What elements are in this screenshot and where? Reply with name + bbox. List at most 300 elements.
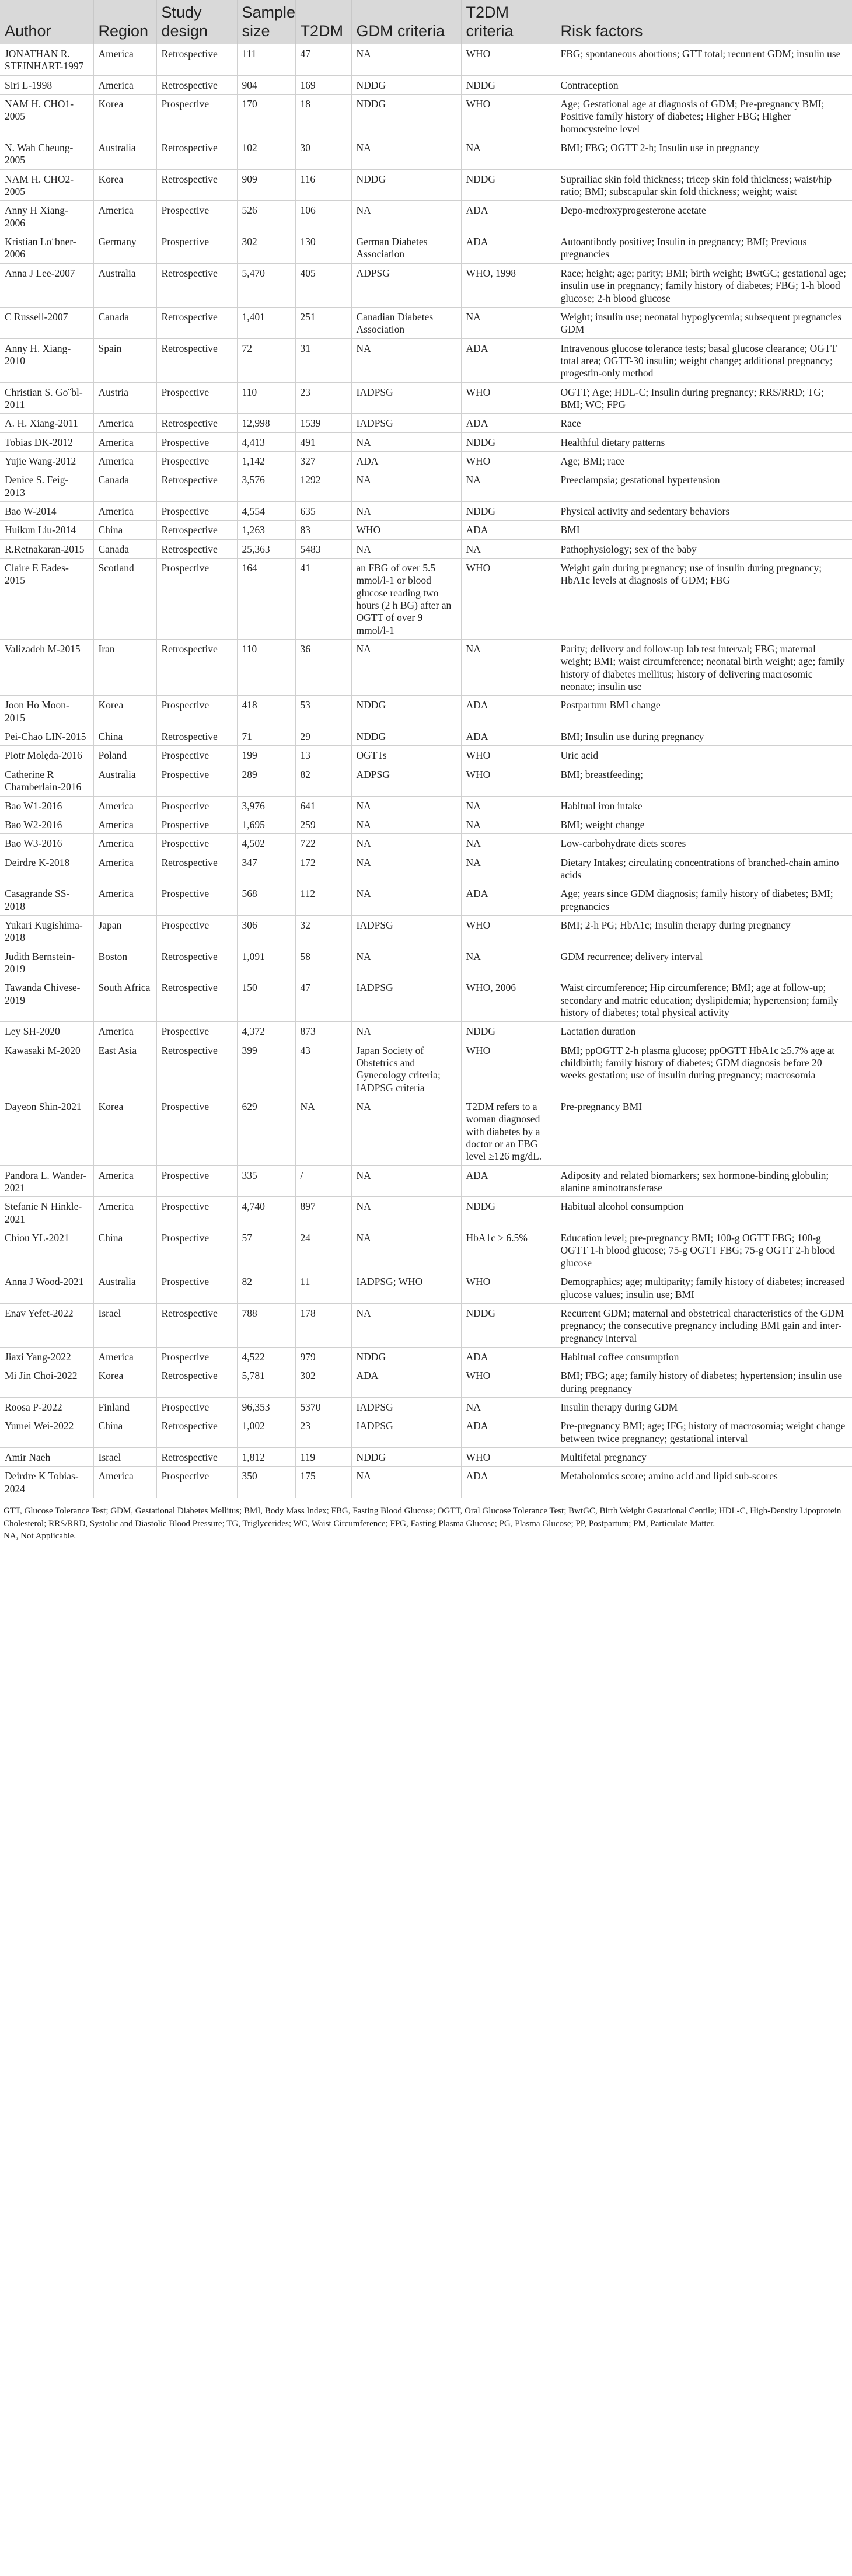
cell-region: East Asia: [93, 1041, 156, 1097]
cell-author: Casagrande SS-2018: [0, 884, 93, 916]
cell-risk-factors: Suprailiac skin fold thickness; tricep skin fold thickness; waist/hip ratio; BMI; subscapular skin fold thickness; weight; waist: [556, 169, 852, 201]
cell-region: America: [93, 44, 156, 75]
cell-region: Israel: [93, 1447, 156, 1466]
cell-region: Austria: [93, 382, 156, 414]
cell-sample-size: 4,740: [237, 1197, 295, 1228]
cell-gdm-criteria: IADPSG; WHO: [351, 1272, 461, 1304]
cell-t2dm: 873: [295, 1022, 351, 1041]
table-row: [0, 44, 852, 75]
cell-t2dm-criteria: NA: [461, 815, 556, 833]
cell-risk-factors: Recurrent GDM; maternal and obstetrical characteristics of the GDM pregnancy; the consecutive pregnancy including BMI gain and inter-pregnancy interval: [556, 1303, 852, 1347]
cell-sample-size: 96,353: [237, 1397, 295, 1416]
cell-t2dm-criteria: NA: [461, 307, 556, 338]
cell-region: America: [93, 815, 156, 833]
header-risk-factors: Risk factors: [556, 0, 852, 44]
cell-risk-factors: Low-carbohydrate diets scores: [556, 834, 852, 853]
cell-risk-factors: Habitual alcohol consumption: [556, 1197, 852, 1228]
cell-sample-size: 12,998: [237, 414, 295, 432]
cell-t2dm-criteria: ADA: [461, 884, 556, 916]
cell-t2dm-criteria: ADA: [461, 1416, 556, 1448]
cell-risk-factors: Postpartum BMI change: [556, 696, 852, 727]
cell-t2dm-criteria: NA: [461, 1397, 556, 1416]
cell-study-design: Prospective: [156, 1165, 237, 1197]
cell-sample-size: 335: [237, 1165, 295, 1197]
cell-study-design: Retrospective: [156, 539, 237, 558]
cell-t2dm-criteria: NA: [461, 796, 556, 815]
cell-author: N. Wah Cheung-2005: [0, 138, 93, 170]
cell-t2dm-criteria: ADA: [461, 696, 556, 727]
cell-t2dm: 13: [295, 746, 351, 765]
cell-t2dm: /: [295, 1165, 351, 1197]
cell-t2dm: 47: [295, 978, 351, 1022]
cell-risk-factors: BMI; weight change: [556, 815, 852, 833]
cell-region: America: [93, 201, 156, 232]
cell-study-design: Retrospective: [156, 1416, 237, 1448]
cell-region: America: [93, 853, 156, 884]
cell-gdm-criteria: NA: [351, 815, 461, 833]
cell-t2dm: 116: [295, 169, 351, 201]
cell-risk-factors: Education level; pre-pregnancy BMI; 100-g OGTT FBG; 100-g OGTT 1-h blood glucose; 75-g OGTT FBG; 75-g OGTT 2-h blood glucose: [556, 1228, 852, 1272]
cell-sample-size: 71: [237, 727, 295, 746]
cell-sample-size: 1,812: [237, 1447, 295, 1466]
table-body: [0, 44, 852, 1498]
cell-region: America: [93, 1022, 156, 1041]
cell-t2dm: 58: [295, 947, 351, 978]
cell-region: Scotland: [93, 559, 156, 640]
cell-sample-size: 289: [237, 765, 295, 796]
cell-risk-factors: FBG; spontaneous abortions; GTT total; recurrent GDM; insulin use: [556, 44, 852, 75]
cell-region: Australia: [93, 1272, 156, 1304]
cell-author: Dayeon Shin-2021: [0, 1097, 93, 1166]
table-row: [0, 1041, 852, 1097]
cell-author: Christian S. Go¨bl-2011: [0, 382, 93, 414]
cell-study-design: Retrospective: [156, 947, 237, 978]
cell-risk-factors: Dietary Intakes; circulating concentrations of branched-chain amino acids: [556, 853, 852, 884]
cell-risk-factors: Habitual coffee consumption: [556, 1347, 852, 1366]
cell-author: A. H. Xiang-2011: [0, 414, 93, 432]
cell-author: Huikun Liu-2014: [0, 521, 93, 539]
cell-t2dm: 36: [295, 640, 351, 696]
cell-region: Korea: [93, 95, 156, 138]
cell-gdm-criteria: ADPSG: [351, 765, 461, 796]
cell-gdm-criteria: NA: [351, 1197, 461, 1228]
cell-t2dm-criteria: NDDG: [461, 169, 556, 201]
cell-sample-size: 4,413: [237, 432, 295, 451]
cell-risk-factors: Parity; delivery and follow-up lab test interval; FBG; maternal weight; BMI; waist circumference; neonatal birth weight; age; family history of diabetes mellitus; history of delivering macrosomic neonate; insulin use: [556, 640, 852, 696]
cell-t2dm: 119: [295, 1447, 351, 1466]
cell-t2dm-criteria: NDDG: [461, 75, 556, 94]
table-row: [0, 382, 852, 414]
cell-sample-size: 526: [237, 201, 295, 232]
cell-risk-factors: Pathophysiology; sex of the baby: [556, 539, 852, 558]
cell-gdm-criteria: NA: [351, 539, 461, 558]
cell-study-design: Prospective: [156, 1272, 237, 1304]
cell-study-design: Prospective: [156, 1097, 237, 1166]
cell-t2dm: 302: [295, 1366, 351, 1398]
table-row: [0, 1272, 852, 1304]
cell-risk-factors: BMI: [556, 521, 852, 539]
table-row: [0, 765, 852, 796]
cell-gdm-criteria: IADPSG: [351, 382, 461, 414]
cell-t2dm: 23: [295, 382, 351, 414]
table-row: [0, 1097, 852, 1166]
cell-sample-size: 1,142: [237, 451, 295, 470]
cell-author: Chiou YL-2021: [0, 1228, 93, 1272]
table-row: [0, 338, 852, 382]
cell-t2dm: 41: [295, 559, 351, 640]
cell-region: China: [93, 1228, 156, 1272]
cell-author: Jiaxi Yang-2022: [0, 1347, 93, 1366]
cell-study-design: Retrospective: [156, 338, 237, 382]
cell-risk-factors: Age; years since GDM diagnosis; family history of diabetes; BMI; pregnancies: [556, 884, 852, 916]
table-row: [0, 521, 852, 539]
header-gdm-criteria: GDM criteria: [351, 0, 461, 44]
cell-gdm-criteria: IADPSG: [351, 1397, 461, 1416]
cell-gdm-criteria: ADA: [351, 451, 461, 470]
cell-t2dm-criteria: WHO: [461, 765, 556, 796]
cell-gdm-criteria: NDDG: [351, 696, 461, 727]
cell-t2dm: 53: [295, 696, 351, 727]
cell-region: Germany: [93, 232, 156, 264]
cell-author: Enav Yefet-2022: [0, 1303, 93, 1347]
cell-t2dm: 178: [295, 1303, 351, 1347]
cell-sample-size: 5,470: [237, 263, 295, 307]
table-row: [0, 1366, 852, 1398]
cell-t2dm: 130: [295, 232, 351, 264]
table-header-row: [0, 0, 852, 44]
cell-study-design: Retrospective: [156, 44, 237, 75]
cell-study-design: Retrospective: [156, 978, 237, 1022]
cell-t2dm: 491: [295, 432, 351, 451]
cell-t2dm-criteria: WHO: [461, 915, 556, 947]
cell-sample-size: 302: [237, 232, 295, 264]
cell-region: Finland: [93, 1397, 156, 1416]
cell-t2dm-criteria: ADA: [461, 338, 556, 382]
cell-gdm-criteria: IADPSG: [351, 978, 461, 1022]
header-author: Author: [0, 0, 93, 44]
cell-study-design: Prospective: [156, 696, 237, 727]
cell-gdm-criteria: ADA: [351, 1366, 461, 1398]
cell-t2dm: 18: [295, 95, 351, 138]
cell-gdm-criteria: NA: [351, 1303, 461, 1347]
cell-gdm-criteria: NDDG: [351, 169, 461, 201]
cell-t2dm-criteria: NA: [461, 853, 556, 884]
table-row: [0, 915, 852, 947]
cell-study-design: Retrospective: [156, 640, 237, 696]
table-row: [0, 201, 852, 232]
cell-gdm-criteria: WHO: [351, 521, 461, 539]
cell-t2dm: 82: [295, 765, 351, 796]
cell-author: Deirdre K Tobias-2024: [0, 1467, 93, 1498]
header-sample-size: Sample size: [237, 0, 295, 44]
cell-study-design: Prospective: [156, 1022, 237, 1041]
cell-gdm-criteria: ADPSG: [351, 263, 461, 307]
cell-gdm-criteria: Canadian Diabetes Association: [351, 307, 461, 338]
cell-gdm-criteria: IADPSG: [351, 915, 461, 947]
cell-region: Japan: [93, 915, 156, 947]
cell-t2dm-criteria: NDDG: [461, 1197, 556, 1228]
cell-gdm-criteria: OGTTs: [351, 746, 461, 765]
cell-risk-factors: OGTT; Age; HDL-C; Insulin during pregnancy; RRS/RRD; TG; BMI; WC; FPG: [556, 382, 852, 414]
cell-author: Bao W2-2016: [0, 815, 93, 833]
cell-author: Denice S. Feig-2013: [0, 470, 93, 502]
cell-region: Canada: [93, 470, 156, 502]
table-footnotes: [0, 1498, 852, 1543]
cell-gdm-criteria: NA: [351, 1228, 461, 1272]
cell-risk-factors: Physical activity and sedentary behaviors: [556, 501, 852, 520]
cell-sample-size: 72: [237, 338, 295, 382]
cell-t2dm: 1292: [295, 470, 351, 502]
cell-t2dm: 251: [295, 307, 351, 338]
cell-study-design: Prospective: [156, 815, 237, 833]
cell-author: NAM H. CHO2-2005: [0, 169, 93, 201]
cell-t2dm: 1539: [295, 414, 351, 432]
cell-region: China: [93, 1416, 156, 1448]
cell-risk-factors: Lactation duration: [556, 1022, 852, 1041]
cell-risk-factors: Metabolomics score; amino acid and lipid sub-scores: [556, 1467, 852, 1498]
table-row: [0, 1447, 852, 1466]
cell-t2dm-criteria: NA: [461, 834, 556, 853]
table-row: [0, 796, 852, 815]
cell-author: Anny H Xiang-2006: [0, 201, 93, 232]
cell-sample-size: 4,502: [237, 834, 295, 853]
table-row: [0, 451, 852, 470]
cell-region: Israel: [93, 1303, 156, 1347]
cell-risk-factors: Race: [556, 414, 852, 432]
cell-author: Judith Bernstein-2019: [0, 947, 93, 978]
cell-sample-size: 111: [237, 44, 295, 75]
cell-sample-size: 57: [237, 1228, 295, 1272]
cell-author: Bao W1-2016: [0, 796, 93, 815]
cell-study-design: Prospective: [156, 746, 237, 765]
cell-t2dm: 327: [295, 451, 351, 470]
table-row: [0, 263, 852, 307]
cell-t2dm-criteria: ADA: [461, 1165, 556, 1197]
cell-t2dm-criteria: NDDG: [461, 1022, 556, 1041]
cell-study-design: Prospective: [156, 432, 237, 451]
cell-sample-size: 25,363: [237, 539, 295, 558]
table-row: [0, 1416, 852, 1448]
cell-author: Catherine R Chamberlain-2016: [0, 765, 93, 796]
cell-study-design: Prospective: [156, 765, 237, 796]
cell-gdm-criteria: NA: [351, 201, 461, 232]
cell-study-design: Retrospective: [156, 1447, 237, 1466]
cell-study-design: Retrospective: [156, 414, 237, 432]
cell-t2dm: 722: [295, 834, 351, 853]
cell-risk-factors: Demographics; age; multiparity; family history of diabetes; increased glucose values; insulin use; BMI: [556, 1272, 852, 1304]
cell-study-design: Prospective: [156, 1347, 237, 1366]
cell-region: Australia: [93, 263, 156, 307]
table-row: [0, 727, 852, 746]
cell-region: China: [93, 727, 156, 746]
cell-study-design: Prospective: [156, 382, 237, 414]
cell-sample-size: 1,401: [237, 307, 295, 338]
cell-author: Pandora L. Wander-2021: [0, 1165, 93, 1197]
cell-region: Canada: [93, 307, 156, 338]
cell-t2dm-criteria: ADA: [461, 521, 556, 539]
cell-study-design: Retrospective: [156, 307, 237, 338]
cell-author: Anna J Wood-2021: [0, 1272, 93, 1304]
header-t2dm: T2DM: [295, 0, 351, 44]
table-row: [0, 1397, 852, 1416]
cell-sample-size: 904: [237, 75, 295, 94]
cell-sample-size: 3,976: [237, 796, 295, 815]
cell-t2dm-criteria: ADA: [461, 1467, 556, 1498]
cell-gdm-criteria: NDDG: [351, 1447, 461, 1466]
cell-t2dm-criteria: WHO: [461, 1366, 556, 1398]
cell-t2dm: 641: [295, 796, 351, 815]
cell-region: America: [93, 884, 156, 916]
cell-sample-size: 4,522: [237, 1347, 295, 1366]
cell-region: America: [93, 796, 156, 815]
cell-author: Deirdre K-2018: [0, 853, 93, 884]
cell-risk-factors: Waist circumference; Hip circumference; BMI; age at follow-up; secondary and matric education; dyslipidemia; hypertension; family history of diabetes; total physical activity: [556, 978, 852, 1022]
cell-risk-factors: Insulin therapy during GDM: [556, 1397, 852, 1416]
cell-risk-factors: Preeclampsia; gestational hypertension: [556, 470, 852, 502]
cell-t2dm-criteria: NDDG: [461, 432, 556, 451]
cell-gdm-criteria: NA: [351, 338, 461, 382]
cell-sample-size: 150: [237, 978, 295, 1022]
cell-study-design: Prospective: [156, 201, 237, 232]
cell-t2dm: 259: [295, 815, 351, 833]
cell-region: America: [93, 451, 156, 470]
cell-author: JONATHAN R. STEINHART-1997: [0, 44, 93, 75]
cell-t2dm-criteria: NA: [461, 640, 556, 696]
cell-t2dm: 31: [295, 338, 351, 382]
cell-author: Joon Ho Moon-2015: [0, 696, 93, 727]
table-row: [0, 232, 852, 264]
cell-t2dm: 175: [295, 1467, 351, 1498]
cell-region: Korea: [93, 1097, 156, 1166]
cell-author: Valizadeh M-2015: [0, 640, 93, 696]
cell-study-design: Prospective: [156, 1397, 237, 1416]
cell-gdm-criteria: NDDG: [351, 727, 461, 746]
cell-study-design: Retrospective: [156, 470, 237, 502]
cell-study-design: Prospective: [156, 915, 237, 947]
cell-risk-factors: Adiposity and related biomarkers; sex hormone-binding globulin; alanine aminotransferase: [556, 1165, 852, 1197]
table-row: [0, 1197, 852, 1228]
cell-t2dm: 172: [295, 853, 351, 884]
cell-t2dm: 897: [295, 1197, 351, 1228]
cell-region: Australia: [93, 765, 156, 796]
cell-sample-size: 164: [237, 559, 295, 640]
cell-region: America: [93, 834, 156, 853]
cell-author: Kawasaki M-2020: [0, 1041, 93, 1097]
cell-t2dm-criteria: NDDG: [461, 501, 556, 520]
cell-sample-size: 3,576: [237, 470, 295, 502]
cell-gdm-criteria: NA: [351, 853, 461, 884]
cell-region: America: [93, 501, 156, 520]
table-row: [0, 1022, 852, 1041]
cell-sample-size: 629: [237, 1097, 295, 1166]
table-row: [0, 307, 852, 338]
cell-study-design: Prospective: [156, 451, 237, 470]
table-row: [0, 884, 852, 916]
cell-gdm-criteria: NA: [351, 1022, 461, 1041]
table-row: [0, 414, 852, 432]
cell-region: Korea: [93, 696, 156, 727]
cell-region: Korea: [93, 169, 156, 201]
cell-t2dm-criteria: WHO: [461, 95, 556, 138]
cell-risk-factors: Healthful dietary patterns: [556, 432, 852, 451]
cell-t2dm: 635: [295, 501, 351, 520]
cell-t2dm-criteria: T2DM refers to a woman diagnosed with diabetes by a doctor or an FBG level ≥126 mg/dL.: [461, 1097, 556, 1166]
cell-t2dm-criteria: NDDG: [461, 1303, 556, 1347]
cell-t2dm: 11: [295, 1272, 351, 1304]
table-row: [0, 95, 852, 138]
footnote-na: NA, Not Applicable.: [4, 1531, 76, 1541]
cell-study-design: Prospective: [156, 232, 237, 264]
cell-study-design: Retrospective: [156, 1366, 237, 1398]
table-row: [0, 978, 852, 1022]
cell-t2dm-criteria: WHO: [461, 451, 556, 470]
cell-gdm-criteria: NA: [351, 1467, 461, 1498]
cell-risk-factors: Contraception: [556, 75, 852, 94]
cell-author: Pei-Chao LIN-2015: [0, 727, 93, 746]
cell-region: Boston: [93, 947, 156, 978]
cell-region: Iran: [93, 640, 156, 696]
cell-author: Piotr Molęda-2016: [0, 746, 93, 765]
table-row: [0, 746, 852, 765]
table-row: [0, 1467, 852, 1498]
cell-t2dm: 5483: [295, 539, 351, 558]
cell-study-design: Prospective: [156, 884, 237, 916]
cell-t2dm-criteria: WHO: [461, 44, 556, 75]
cell-study-design: Retrospective: [156, 138, 237, 170]
cell-t2dm: 29: [295, 727, 351, 746]
cell-sample-size: 568: [237, 884, 295, 916]
cell-author: Roosa P-2022: [0, 1397, 93, 1416]
cell-gdm-criteria: IADPSG: [351, 414, 461, 432]
cell-t2dm: 112: [295, 884, 351, 916]
cell-study-design: Prospective: [156, 1228, 237, 1272]
cell-sample-size: 4,372: [237, 1022, 295, 1041]
cell-gdm-criteria: Japan Society of Obstetrics and Gynecology criteria; IADPSG criteria: [351, 1041, 461, 1097]
cell-risk-factors: Pre-pregnancy BMI: [556, 1097, 852, 1166]
cell-region: China: [93, 521, 156, 539]
cell-study-design: Retrospective: [156, 75, 237, 94]
cell-gdm-criteria: NA: [351, 640, 461, 696]
cell-sample-size: 82: [237, 1272, 295, 1304]
cell-t2dm-criteria: WHO: [461, 1041, 556, 1097]
cell-author: Tobias DK-2012: [0, 432, 93, 451]
cell-sample-size: 102: [237, 138, 295, 170]
table-row: [0, 1165, 852, 1197]
cell-t2dm: 405: [295, 263, 351, 307]
table-row: [0, 834, 852, 853]
cell-region: Poland: [93, 746, 156, 765]
table-row: [0, 432, 852, 451]
cell-gdm-criteria: NA: [351, 796, 461, 815]
cell-t2dm: 24: [295, 1228, 351, 1272]
cell-t2dm-criteria: WHO: [461, 1272, 556, 1304]
cell-t2dm-criteria: ADA: [461, 414, 556, 432]
cell-study-design: Retrospective: [156, 521, 237, 539]
cell-risk-factors: BMI; FBG; age; family history of diabetes; hypertension; insulin use during pregnancy: [556, 1366, 852, 1398]
cell-gdm-criteria: an FBG of over 5.5 mmol/l-1 or blood glucose reading two hours (2 h BG) after an OGTT of over 9 mmol/l-1: [351, 559, 461, 640]
cell-sample-size: 788: [237, 1303, 295, 1347]
table-row: [0, 539, 852, 558]
header-study-design: Study design: [156, 0, 237, 44]
table-row: [0, 696, 852, 727]
table-row: [0, 853, 852, 884]
table-row: [0, 947, 852, 978]
cell-study-design: Retrospective: [156, 853, 237, 884]
cell-t2dm-criteria: WHO: [461, 382, 556, 414]
table-row: [0, 815, 852, 833]
cell-author: Bao W3-2016: [0, 834, 93, 853]
table-row: [0, 1303, 852, 1347]
